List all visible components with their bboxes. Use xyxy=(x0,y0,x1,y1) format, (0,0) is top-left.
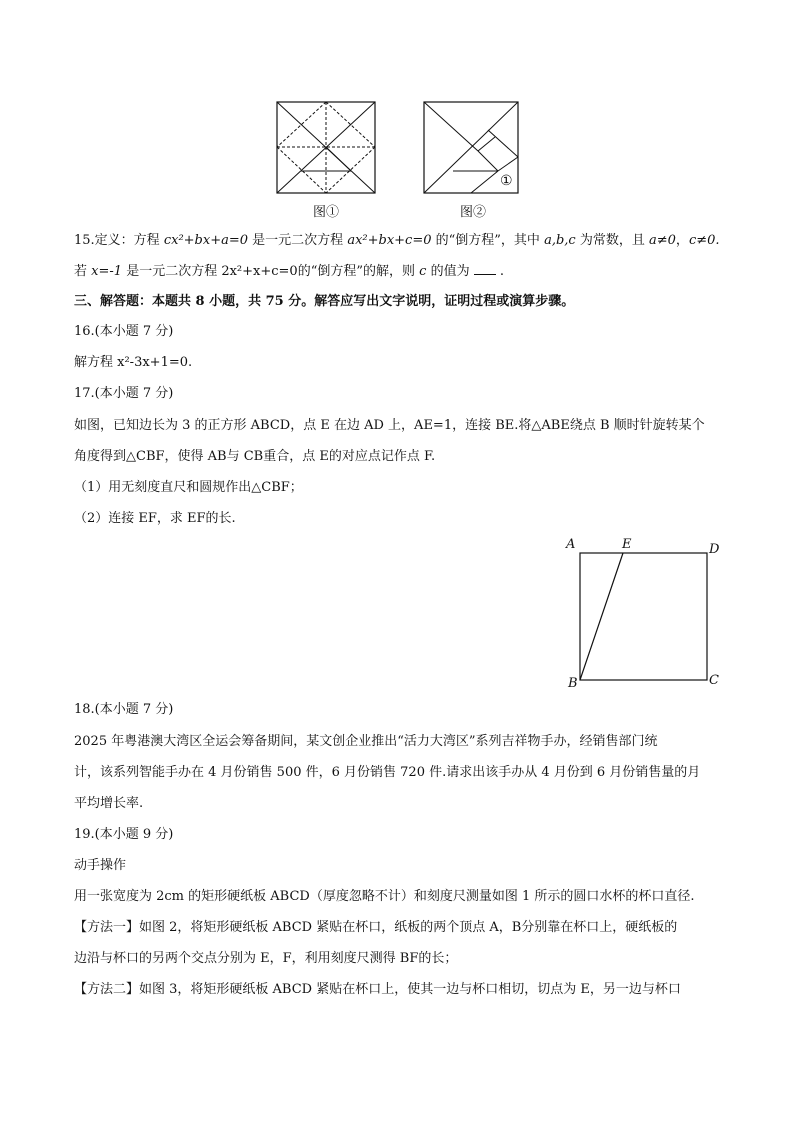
q15-expr-2: ax²+bx+c=0 xyxy=(347,233,432,248)
q18-line-3: 平均增长率. xyxy=(74,796,144,811)
q15-cond-1: a≠0 xyxy=(649,233,676,248)
q16-header: 16.(本小题 7 分) xyxy=(74,324,174,339)
q19-line-2: 【方法一】如图 2，将矩形硬纸板 ABCD 紧贴在杯口，纸板的两个顶点 A，B分别靠在杯口上，硬纸板的 xyxy=(74,920,678,935)
q17-line-3: （1）用无刻度直尺和圆规作出△CBF； xyxy=(74,480,303,495)
q16-body: 解方程 x²-3x+1=0. xyxy=(74,355,193,370)
q15-vars: a,b,c xyxy=(544,233,576,248)
q19-line-3: 边沿与杯口的另两个交点分别为 E，F，利用刻度尺测得 BF的长； xyxy=(74,951,458,966)
q15-text: 是一元二次方程 2x²+x+c=0的“倒方程”的解，则 xyxy=(126,264,415,279)
q15-text: 若 xyxy=(74,264,88,279)
q18-header: 18.(本小题 7 分) xyxy=(74,702,174,717)
q15-line-1 xyxy=(74,232,720,250)
q15-line-2 xyxy=(74,262,504,281)
q17-square-figure xyxy=(560,535,730,695)
q15-text: 的“倒方程”，其中 xyxy=(435,233,540,248)
label-C: C xyxy=(709,673,719,688)
q15-text: 的值为 xyxy=(430,264,470,279)
q19-title: 动手操作 xyxy=(74,858,127,873)
q15-text: 15.定义：方程 xyxy=(74,233,160,248)
q15-text: . xyxy=(499,264,504,279)
q18-line-2: 计，该系列智能手办在 4 月份销售 500 件，6 月份销售 720 件.请求出该手办从 4 月份到 6 月份销售量的月 xyxy=(74,765,701,780)
label-D: D xyxy=(709,542,720,557)
figure-2-marker: ① xyxy=(500,173,513,189)
q15-sep: ， xyxy=(675,233,689,248)
q19-header: 19.(本小题 9 分) xyxy=(74,827,174,842)
q15-x-value: x=-1 xyxy=(91,264,123,279)
q15-text: 为常数，且 xyxy=(579,233,645,248)
q15-expr-1: cx²+bx+a=0 xyxy=(163,233,249,248)
q15-cond-2: c≠0. xyxy=(688,233,720,248)
q17-header: 17.(本小题 7 分) xyxy=(74,386,174,401)
figure-2-caption: 图② xyxy=(460,205,487,220)
label-E: E xyxy=(622,537,632,552)
q19-line-4: 【方法二】如图 3，将矩形硬纸板 ABCD 紧贴在杯口上，使其一边与杯口相切，切点为 E，另一边与杯口 xyxy=(74,982,681,997)
q17-line-1: 如图，已知边长为 3 的正方形 ABCD，点 E 在边 AD 上，AE=1，连接 BE.将△ABE绕点 B 顺时针旋转某个 xyxy=(74,418,705,433)
figure-1-caption: 图① xyxy=(313,205,340,220)
q17-line-2: 角度得到△CBF，使得 AB与 CB重合，点 E的对应点记作点 F. xyxy=(74,449,436,464)
q15-answer-blank[interactable] xyxy=(474,262,496,275)
q17-line-4: （2）连接 EF，求 EF的长. xyxy=(74,511,236,526)
q15-text: 是一元二次方程 xyxy=(252,233,344,248)
q19-line-1: 用一张宽度为 2cm 的矩形硬纸板 ABCD（厚度忽略不计）和刻度尺测量如图 1 所示的圆口水杯的杯口直径. xyxy=(74,889,695,904)
q18-line-1: 2025 年粤港澳大湾区全运会筹备期间，某文创企业推出“活力大湾区”系列吉祥物手办，经销售部门统 xyxy=(74,734,658,749)
q15-c-var: c xyxy=(419,264,427,279)
figure-1-tangram xyxy=(276,101,376,194)
label-B: B xyxy=(568,676,578,691)
section-3-heading: 三、解答题：本题共 8 小题，共 75 分。解答应写出文字说明，证明过程或演算步骤。 xyxy=(74,294,575,309)
label-A: A xyxy=(566,537,576,552)
